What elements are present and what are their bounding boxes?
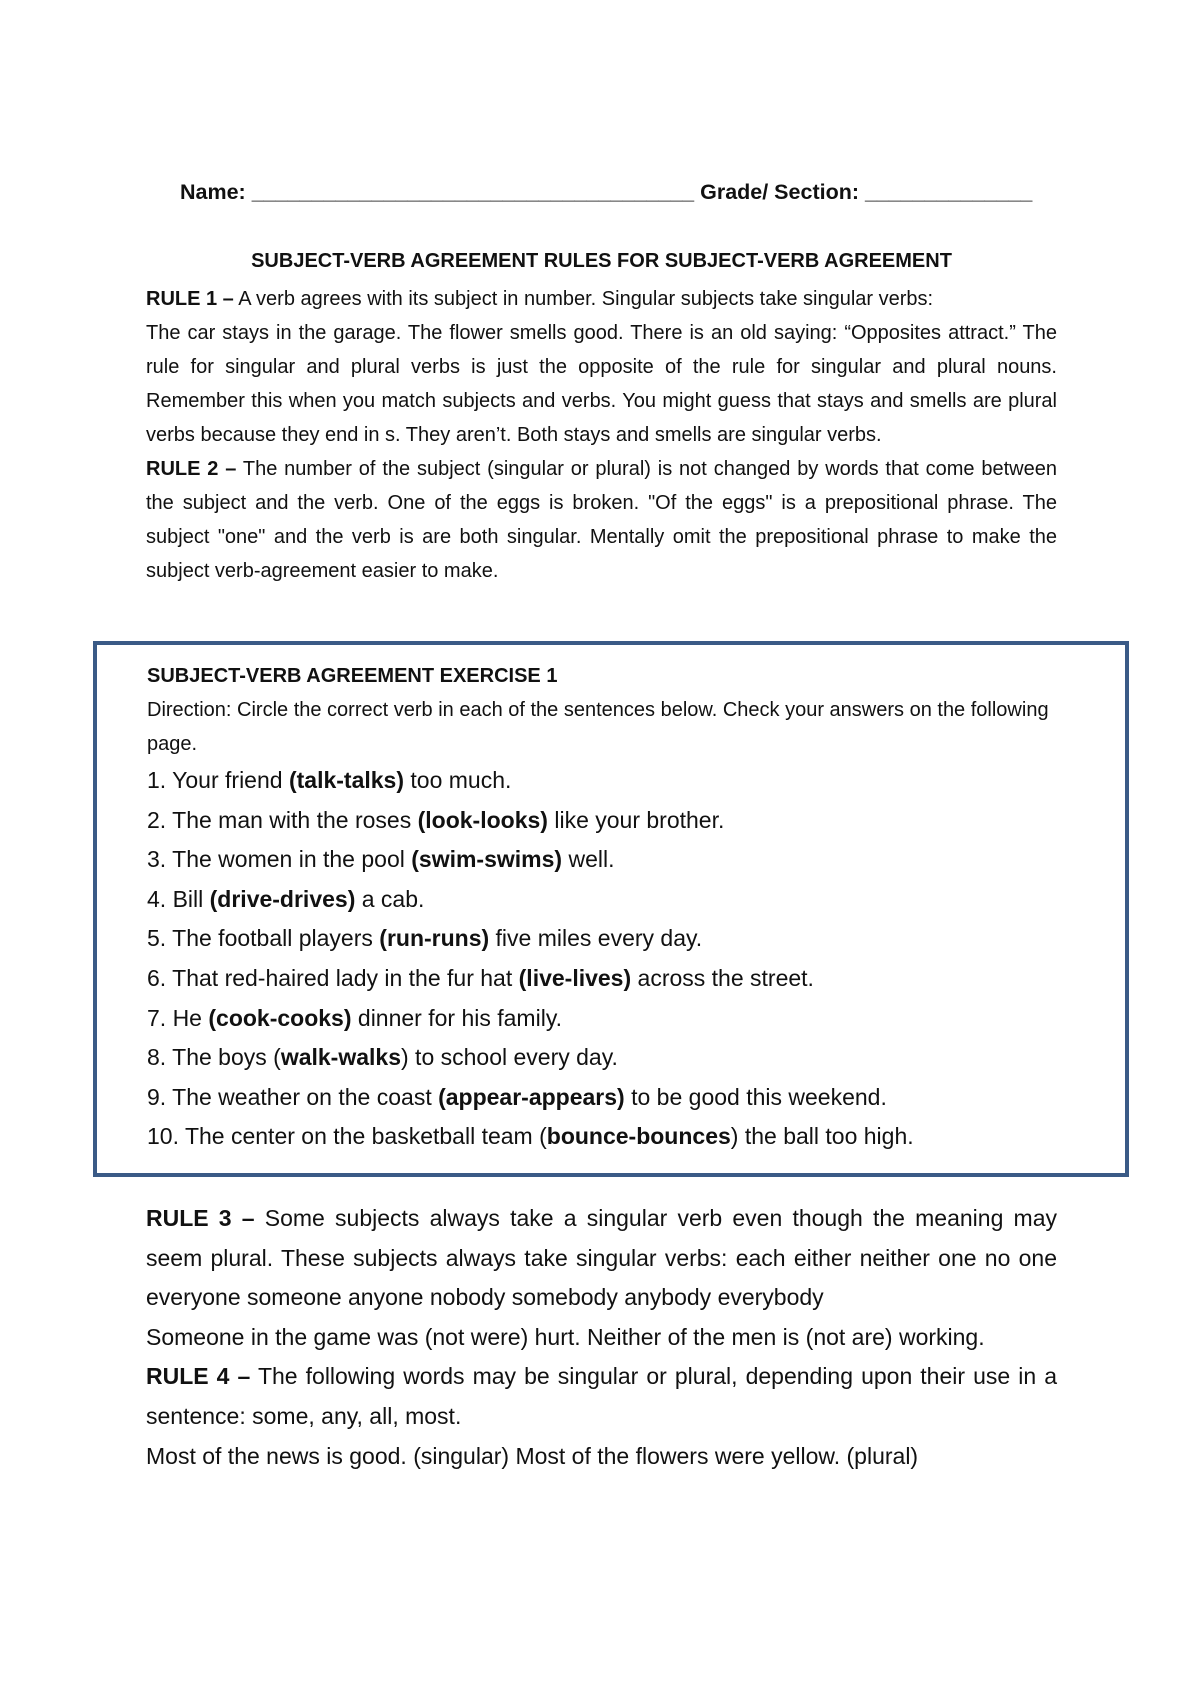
name-grade-line <box>180 180 1033 205</box>
rule-4 <box>146 1357 1057 1436</box>
verb-choice[interactable]: (cook-cooks) <box>208 1004 352 1031</box>
item-text: 9. The weather on the coast <box>147 1083 439 1110</box>
item-text: 7. He <box>147 1004 209 1031</box>
exercise-item <box>147 959 1058 999</box>
exercise-box <box>93 641 1129 1177</box>
item-text: to be good this weekend. <box>624 1083 887 1110</box>
item-text: 2. The man with the roses <box>147 806 418 833</box>
rule-3 <box>146 1199 1057 1318</box>
item-text: 4. Bill <box>147 885 210 912</box>
verb-choice[interactable]: (talk-talks) <box>288 767 404 793</box>
item-text: five miles every day. <box>489 925 703 952</box>
item-text: 3. The women in the pool <box>147 846 412 873</box>
exercise-item <box>147 1038 1058 1078</box>
item-text: 8. The boys ( <box>147 1044 281 1071</box>
item-text: a cab. <box>355 885 425 912</box>
item-text: ) the ball too high. <box>730 1123 914 1150</box>
verb-choice[interactable]: (look-looks) <box>417 806 548 833</box>
item-text: across the street. <box>631 964 814 991</box>
rule-1-body: The car stays in the garage. The flower smells good. There is an old saying: “Opposites attract.” The rule for singular and plural verbs is just the opposite of the rule for singular and plural nouns. Remember this when you match subjects and verbs. You might guess that stays and smells are plural verbs because they end in s. They aren’t. Both stays and smells are singular verbs. <box>146 322 1057 446</box>
exercise-item <box>147 880 1058 920</box>
rule-2-label: RULE 2 – <box>146 458 237 480</box>
rule-1-text: A verb agrees with its subject in number. Singular subjects take singular verbs: <box>233 288 934 310</box>
rule-4-text: The following words may be singular or plural, depending upon their use in a sentence: some, any, all, most. <box>146 1363 1057 1429</box>
item-text: ) to school every day. <box>401 1044 618 1071</box>
item-text: 10. The center on the basketball team ( <box>147 1123 547 1150</box>
item-text: 1. Your friend <box>147 767 289 793</box>
exercise-item <box>147 840 1058 880</box>
grade-section-label: Grade/ Section: <box>694 180 865 204</box>
exercise-item <box>147 919 1058 959</box>
item-text: too much. <box>404 767 512 793</box>
rule-1 <box>146 282 1057 316</box>
verb-choice[interactable]: (appear-appears) <box>438 1083 625 1110</box>
exercise-list <box>147 761 1058 1157</box>
exercise-item <box>147 999 1058 1039</box>
exercise-item <box>147 761 1058 801</box>
rule-3-example: Someone in the game was (not were) hurt. Neither of the men is (not are) working. <box>146 1323 985 1350</box>
exercise-item <box>147 1078 1058 1118</box>
rule-4-label: RULE 4 – <box>146 1363 251 1390</box>
rules-1-2 <box>146 282 1057 588</box>
item-text: 6. That red-haired lady in the fur hat <box>147 964 519 991</box>
exercise-item <box>147 801 1058 841</box>
verb-choice[interactable]: (run-runs) <box>379 925 490 952</box>
name-label: Name: <box>180 180 252 204</box>
verb-choice[interactable]: bounce-bounces <box>546 1123 731 1150</box>
rules-3-4 <box>146 1199 1057 1476</box>
item-text: like your brother. <box>547 806 725 833</box>
verb-choice[interactable]: walk-walks <box>280 1044 401 1071</box>
exercise-item <box>147 1117 1058 1157</box>
verb-choice[interactable]: (swim-swims) <box>411 846 563 873</box>
verb-choice[interactable]: (drive-drives) <box>209 885 356 912</box>
verb-choice[interactable]: (live-lives) <box>518 964 632 991</box>
rule-1-label: RULE 1 – <box>146 288 234 310</box>
name-blank[interactable]: _____________________________________ <box>251 180 695 204</box>
item-text: well. <box>562 846 615 873</box>
exercise-title: SUBJECT-VERB AGREEMENT EXERCISE 1 <box>147 665 558 687</box>
item-text: dinner for his family. <box>351 1004 562 1031</box>
rule-4-example: Most of the news is good. (singular) Most of the flowers were yellow. (plural) <box>146 1442 919 1469</box>
page-title: SUBJECT-VERB AGREEMENT RULES FOR SUBJECT-VERB AGREEMENT <box>251 250 952 272</box>
item-text: 5. The football players <box>147 925 380 952</box>
exercise-direction: Direction: Circle the correct verb in each of the sentences below. Check your answers on the following page. <box>147 699 1049 755</box>
rule-2 <box>146 452 1057 588</box>
rule-3-text: Some subjects always take a singular verb even though the meaning may seem plural. These subjects always take singular verbs: each either neither one no one everyone someone anyone nobody somebody anybody everybody <box>146 1205 1057 1311</box>
grade-section-blank[interactable]: ______________ <box>864 180 1033 204</box>
rule-2-text: The number of the subject (singular or plural) is not changed by words that come between the subject and the verb. One of the eggs is broken. "Of the eggs" is a prepositional phrase. The subject "one" and the verb is are both singular. Mentally omit the prepositional phrase to make the subject verb-agreement easier to make. <box>146 458 1057 582</box>
rule-3-label: RULE 3 – <box>146 1205 255 1231</box>
